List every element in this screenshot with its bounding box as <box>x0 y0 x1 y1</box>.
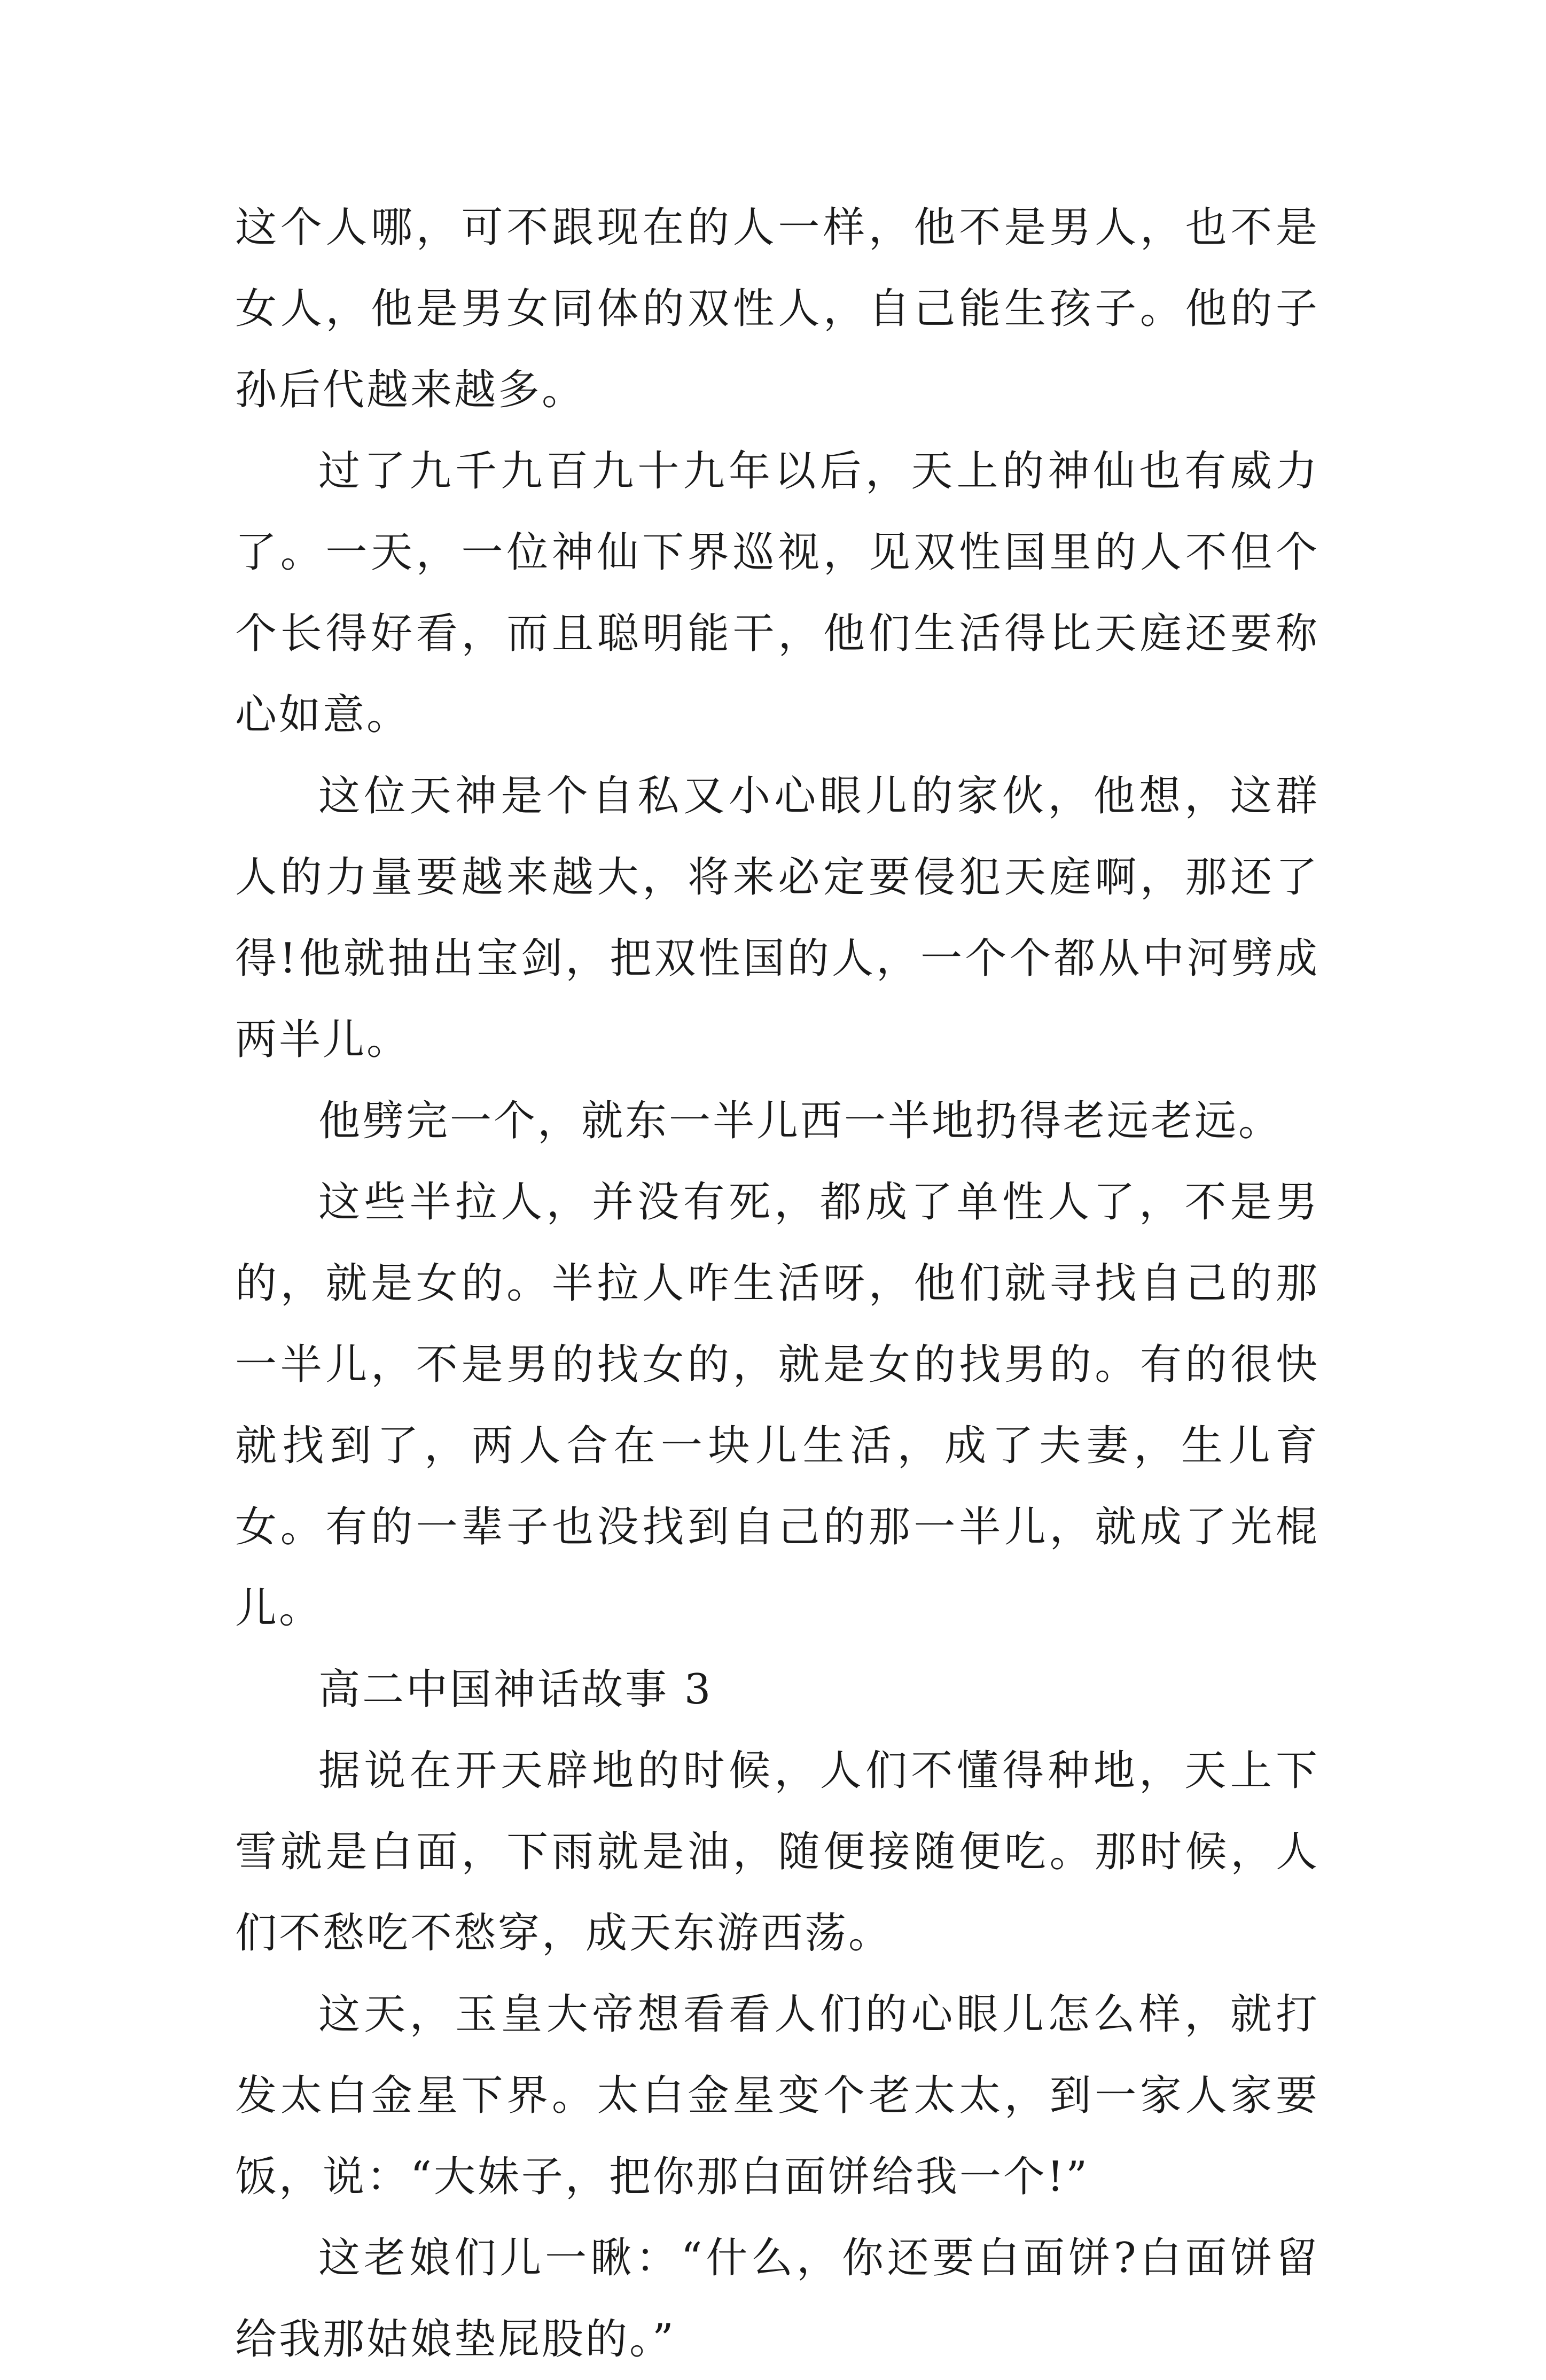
paragraph: 这个人哪，可不跟现在的人一样，他不是男人，也不是女人，他是男女同体的双性人，自己能生孩子。他的子孙后代越来越多。 <box>235 204 1319 414</box>
paragraph: 据说在开天辟地的时候，人们不懂得种地，天上下雪就是白面，下雨就是油，随便接随便吃。那时候，人们不愁吃不愁穿，成天东游西荡。 <box>235 1747 1319 1957</box>
paragraph: 这些半拉人，并没有死，都成了单性人了，不是男的，就是女的。半拉人咋生活呀，他们就寻找自己的那一半儿，不是男的找女的，就是女的找男的。有的很快就找到了，两人合在一块儿生活，成了夫妻，生儿育女。有的一辈子也没找到自己的那一半儿，就成了光棍儿。 <box>235 1178 1319 1632</box>
section-heading: 高二中国神话故事 3 <box>318 1666 713 1714</box>
paragraph: 这位天神是个自私又小心眼儿的家伙，他想，这群人的力量要越来越大，将来必定要侵犯天庭啊，那还了得!他就抽出宝剑，把双性国的人，一个个都从中河劈成两半儿。 <box>235 772 1319 1064</box>
paragraph: 他劈完一个，就东一半儿西一半地扔得老远老远。 <box>318 1097 1283 1145</box>
document-body <box>235 187 1319 2380</box>
paragraph: 过了九千九百九十九年以后，天上的神仙也有威力了。一天，一位神仙下界巡视，见双性国里的人不但个个长得好看，而且聪明能干，他们生活得比天庭还要称心如意。 <box>235 447 1319 739</box>
paragraph: 这天，玉皇大帝想看看人们的心眼儿怎么样，就打发太白金星下界。太白金星变个老太太，到一家人家要饭，说：“大妹子，把你那白面饼给我一个!” <box>235 1990 1319 2201</box>
paragraph: 这老娘们儿一瞅：“什么，你还要白面饼?白面饼留给我那姑娘垫屁股的。” <box>235 2234 1319 2363</box>
